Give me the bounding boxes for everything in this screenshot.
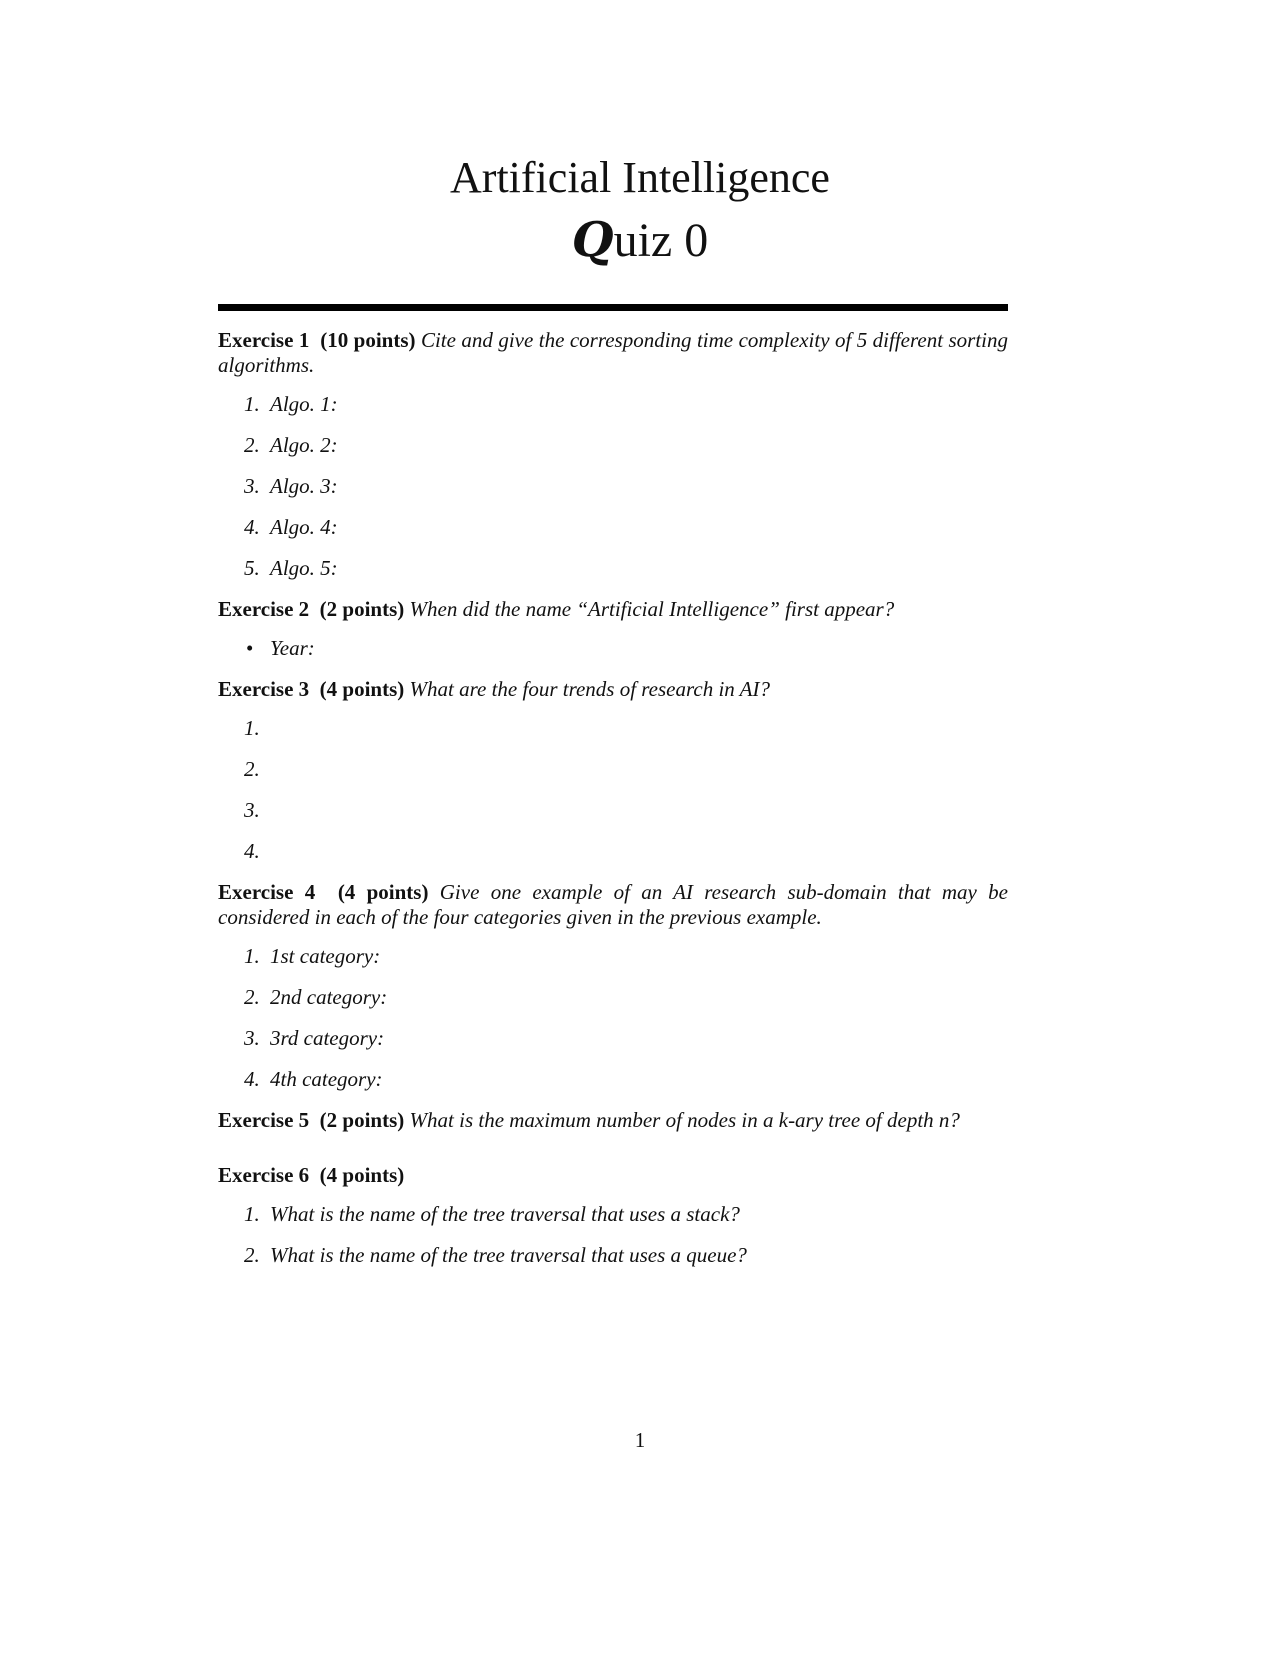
list-item: [218, 944, 1008, 985]
exercise-question: Cite and give the corresponding time complexity of 5 different sorting algorithms.: [218, 328, 1008, 377]
exercise-1-heading: [218, 328, 1008, 378]
exercise-points: (2 points): [319, 597, 405, 621]
item-text: Year:: [270, 636, 315, 660]
exercise-5: [218, 1108, 1008, 1163]
item-number: 3.: [244, 474, 260, 498]
list-item: [218, 433, 1008, 474]
list-item: [218, 1026, 1008, 1067]
subtitle-rest: uiz 0: [613, 214, 709, 267]
exercise-3-heading: [218, 677, 1008, 702]
item-number: 2.: [244, 1243, 260, 1267]
exercise-content: [218, 328, 1008, 1284]
item-text: Algo. 2:: [270, 433, 338, 457]
title-rule: [218, 304, 1008, 311]
item-text: 4th category:: [270, 1067, 383, 1091]
exercise-3: [218, 677, 1008, 880]
exercise-4: [218, 880, 1008, 1108]
exercise-question: What are the four trends of research in AI?: [409, 677, 770, 701]
exercise-2: [218, 597, 1008, 677]
item-number: 1.: [244, 716, 260, 740]
exercise-question: Give one example of an AI research sub-domain that may be considered in each of the four categories given in the previous example.: [218, 880, 1008, 929]
item-number: 2.: [244, 985, 260, 1009]
list-item: [218, 636, 1008, 677]
item-number: 4.: [244, 1067, 260, 1091]
exercise-6-heading: [218, 1163, 1008, 1188]
exercise-points: (10 points): [320, 328, 416, 352]
list-item: [218, 556, 1008, 597]
exercise-question: When did the name “Artificial Intelligence” first appear?: [409, 597, 895, 621]
item-number: 4.: [244, 515, 260, 539]
list-item: [218, 474, 1008, 515]
item-text: Algo. 4:: [270, 515, 338, 539]
list-item: [218, 392, 1008, 433]
list-item: [218, 515, 1008, 556]
exercise-label: Exercise 1: [218, 328, 310, 352]
list-item: [218, 1202, 1008, 1243]
item-text: What is the name of the tree traversal that uses a stack?: [270, 1202, 740, 1226]
bullet-icon: •: [246, 636, 254, 660]
exercise-2-list: [218, 636, 1008, 677]
list-item: [218, 839, 1008, 880]
exercise-label: Exercise 4: [218, 880, 316, 904]
document-title: Artificial Intelligence: [450, 153, 830, 202]
item-text: 2nd category:: [270, 985, 388, 1009]
list-item: [218, 1067, 1008, 1108]
item-number: 3.: [244, 1026, 260, 1050]
item-text: 1st category:: [270, 944, 381, 968]
item-number: 1.: [244, 392, 260, 416]
exercise-points: (4 points): [319, 1163, 405, 1187]
exercise-5-heading: [218, 1108, 1008, 1133]
list-item: [218, 716, 1008, 757]
item-number: 1.: [244, 1202, 260, 1226]
list-item: [218, 985, 1008, 1026]
exercise-label: Exercise 6: [218, 1163, 310, 1187]
exercise-label: Exercise 2: [218, 597, 310, 621]
exercise-4-heading: [218, 880, 1008, 930]
document-subtitle: [0, 212, 1280, 269]
item-number: 2.: [244, 433, 260, 457]
exercise-label: Exercise 5: [218, 1108, 310, 1132]
exercise-3-list: [218, 716, 1008, 880]
exercise-1: [218, 328, 1008, 597]
exercise-1-list: [218, 392, 1008, 597]
item-number: 2.: [244, 757, 260, 781]
exercise-question: What is the maximum number of nodes in a k-ary tree of depth n?: [409, 1108, 960, 1132]
item-text: Algo. 5:: [270, 556, 338, 580]
exercise-points: (4 points): [337, 880, 429, 904]
item-number: 1.: [244, 944, 260, 968]
item-number: 3.: [244, 798, 260, 822]
exercise-points: (4 points): [319, 677, 405, 701]
exercise-4-list: [218, 944, 1008, 1108]
exercise-6-list: [218, 1202, 1008, 1284]
exercise-label: Exercise 3: [218, 677, 310, 701]
exercise-2-heading: [218, 597, 1008, 622]
item-text: Algo. 3:: [270, 474, 338, 498]
item-number: 4.: [244, 839, 260, 863]
item-text: What is the name of the tree traversal that uses a queue?: [270, 1243, 747, 1267]
item-text: 3rd category:: [270, 1026, 385, 1050]
item-text: Algo. 1:: [270, 392, 338, 416]
item-number: 5.: [244, 556, 260, 580]
exercise-6: [218, 1163, 1008, 1284]
list-item: [218, 798, 1008, 839]
page-number: 1: [634, 1428, 646, 1452]
list-item: [218, 1243, 1008, 1284]
list-item: [218, 757, 1008, 798]
exercise-points: (2 points): [319, 1108, 405, 1132]
subtitle-initial: Q: [571, 212, 614, 268]
